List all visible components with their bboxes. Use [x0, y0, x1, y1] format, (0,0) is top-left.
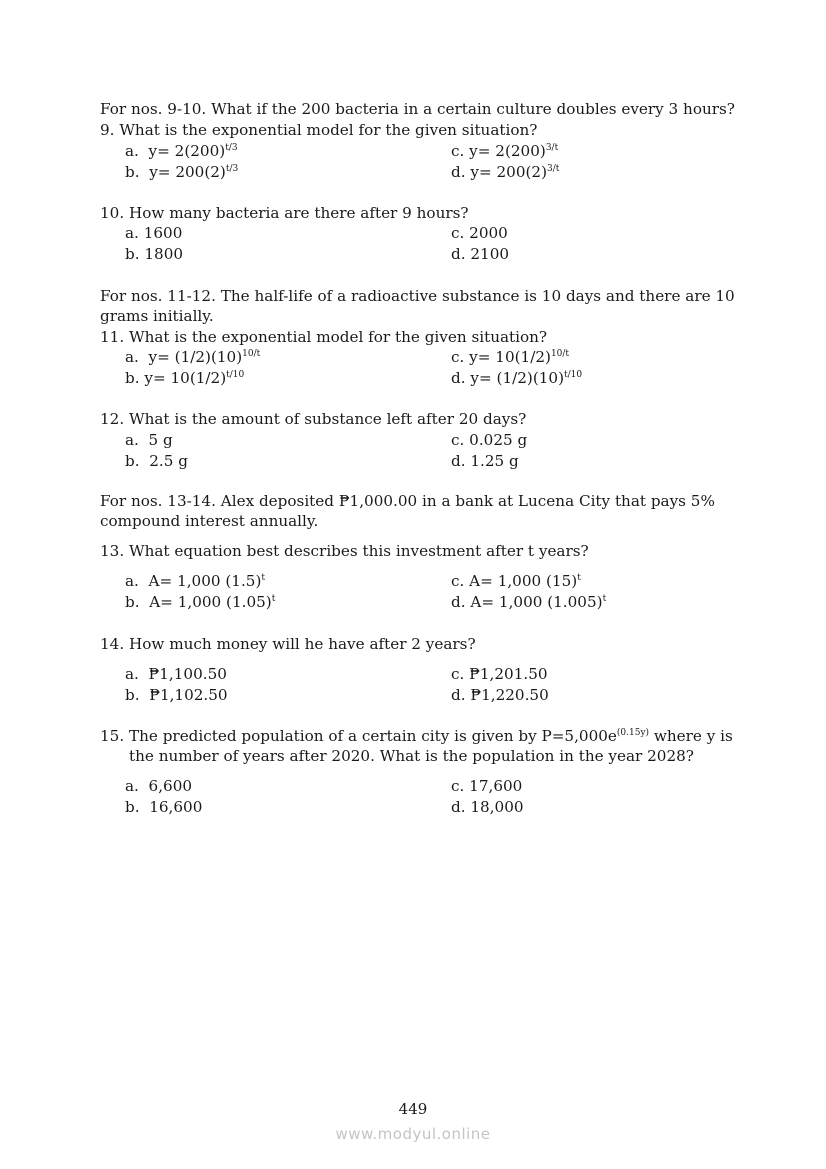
q12-option-c: c. 0.025 g [451, 431, 528, 449]
q13-stem: 13. What equation best describes this investment after t years? [100, 542, 589, 560]
q15-option-a: a. 6,600 [125, 777, 193, 795]
page-number: 449 [398, 1100, 428, 1118]
intro-13-14-line1: For nos. 13-14. Alex deposited ₱1,000.00 in a bank at Lucena City that pays 5% [100, 492, 715, 510]
q9-option-a: a. $y= 2(200)^{t/3}$ [125, 142, 238, 160]
q11-option-c: c. $y= 10(1/2)^{10/t}$ [451, 348, 570, 366]
q12-option-b: b. 2.5 g [125, 452, 188, 470]
q14-stem: 14. How much money will he have after 2 years? [100, 635, 476, 653]
q13-option-a: a. A= 1,000 $(1.5)^t$ [125, 572, 266, 590]
q15-option-d: d. 18,000 [451, 798, 524, 816]
q10-stem: 10. How many bacteria are there after 9 hours? [100, 204, 469, 222]
q9-option-c: c. $y= 2(200)^{3/t}$ [451, 142, 559, 160]
q15-stem-line1: 15. The predicted population of a certain city is given by $P=5,000e^{(0.15y)}$ where y is [100, 727, 733, 745]
q14-option-a: a. ₱1,100.50 [125, 665, 227, 683]
q12-option-a: a. 5 g [125, 431, 173, 449]
q10-option-d: d. 2100 [451, 245, 510, 263]
q9-stem: 9. What is the exponential model for the given situation? [100, 121, 538, 139]
q15-option-b: b. 16,600 [125, 798, 203, 816]
intro-13-14-line2: compound interest annually. [100, 512, 319, 530]
q13-option-b: b. A= 1,000 $(1.05)^t$ [125, 593, 276, 611]
q12-option-d: d. 1.25 g [451, 452, 519, 470]
q13-option-d: d. A= 1,000 $(1.005)^t$ [451, 593, 607, 611]
q11-option-b: b. $y= 10(1/2)^{t/10}$ [125, 369, 245, 387]
q14-option-c: c. ₱1,201.50 [451, 665, 548, 683]
watermark: www.modyul.online [335, 1125, 491, 1143]
q11-option-a: a. $y= (1/2)(10)^{10/t}$ [125, 348, 261, 366]
q10-option-a: a. 1600 [125, 224, 183, 242]
q11-option-d: d. $y= (1/2)(10)^{t/10}$ [451, 369, 583, 387]
q12-stem: 12. What is the amount of substance left after 20 days? [100, 410, 527, 428]
q9-option-d: d. $y= 200(2)^{3/t}$ [451, 163, 560, 181]
intro-11-12-line1: For nos. 11-12. The half-life of a radioactive substance is 10 days and there are 10 [100, 287, 735, 305]
intro-11-12-line2: grams initially. [100, 307, 214, 325]
q15-stem-line2: the number of years after 2020. What is the population in the year 2028? [129, 747, 694, 765]
q9-option-b: b. $y= 200(2)^{t/3}$ [125, 163, 239, 181]
q11-stem: 11. What is the exponential model for the given situation? [100, 328, 548, 346]
q10-option-c: c. 2000 [451, 224, 508, 242]
q15-option-c: c. 17,600 [451, 777, 523, 795]
intro-9-10: For nos. 9-10. What if the 200 bacteria in a certain culture doubles every 3 hours? [100, 100, 735, 118]
q13-option-c: c. A= 1,000 $(15)^t$ [451, 572, 581, 590]
q14-option-d: d. ₱1,220.50 [451, 686, 549, 704]
q10-option-b: b. 1800 [125, 245, 184, 263]
q14-option-b: b. ₱1,102.50 [125, 686, 228, 704]
